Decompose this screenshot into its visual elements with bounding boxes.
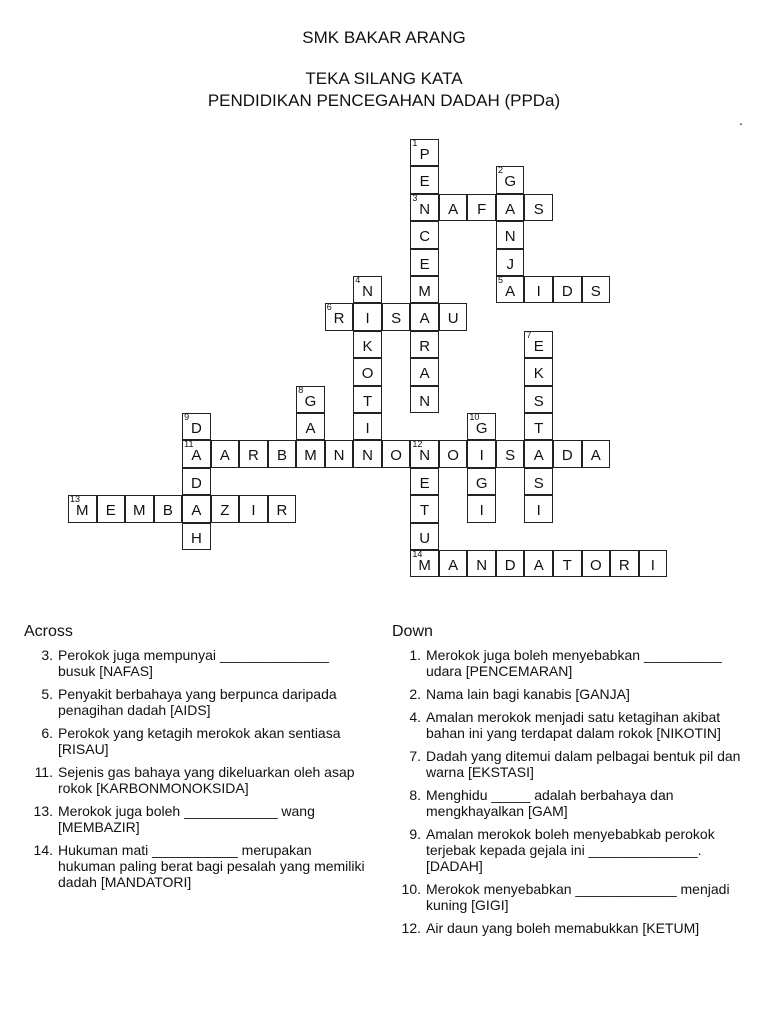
grid-cell[interactable] [239, 495, 268, 522]
grid-cell[interactable] [610, 550, 639, 577]
clue-number: 10. [401, 881, 421, 897]
grid-cell[interactable] [496, 221, 525, 248]
cell-letter: T [534, 420, 544, 437]
clue-text: Amalan merokok menjadi satu ketagihan akibat bahan ini yang terdapat dalam rokok [NIKOTIN] [426, 709, 725, 741]
grid-cell[interactable] [467, 194, 496, 221]
grid-cell[interactable] [496, 440, 525, 467]
puzzle-title: TEKA SILANG KATA [305, 69, 463, 88]
cell-letter: R [276, 502, 288, 520]
cell-letter: S [505, 447, 516, 465]
clue-text: Menghidu _____ adalah berbahaya dan mengkhayalkan [GAM] [426, 787, 678, 819]
grid-cell[interactable] [410, 139, 439, 166]
down-clue [398, 787, 743, 819]
down-clue [398, 748, 743, 780]
cell-letter: Z [220, 502, 230, 520]
across-clue [30, 647, 365, 679]
cell-letter: K [362, 337, 373, 355]
clue-text: Amalan merokok boleh menyebabkab perokok terjebak kepada gejala ini ______________. [DADAH] [426, 826, 719, 874]
grid-cell[interactable] [182, 413, 211, 440]
grid-cell[interactable] [439, 303, 468, 330]
grid-cell[interactable] [353, 358, 382, 385]
grid-cell[interactable] [296, 413, 325, 440]
clue-text: Hukuman mati ___________ merupakan hukuman paling berat bagi pesalah yang memiliki dadah [MANDATORI] [58, 842, 369, 890]
grid-cell[interactable] [410, 358, 439, 385]
cell-letter: R [248, 447, 259, 465]
down-clue [398, 686, 743, 702]
across-heading: Across [24, 623, 73, 640]
grid-cell[interactable] [410, 221, 439, 248]
clue-text: Sejenis gas bahaya yang dikeluarkan oleh asap rokok [KARBONMONOKSIDA] [58, 764, 359, 796]
cell-number: 14 [412, 549, 423, 559]
cell-letter: U [419, 529, 431, 547]
grid-cell[interactable] [382, 303, 411, 330]
clue-number: 7. [409, 748, 421, 764]
grid-cell[interactable] [410, 331, 439, 358]
clue-text: Perokok juga mempunyai ______________ busuk [NAFAS] [58, 647, 333, 679]
grid-cell[interactable] [125, 495, 154, 522]
cell-letter: T [362, 392, 373, 410]
cell-letter: A [505, 283, 516, 300]
grid-cell[interactable] [639, 550, 668, 577]
clue-text: Perokok yang ketagih merokok akan sentiasa [RISAU] [58, 725, 345, 757]
cell-number: 12 [412, 439, 423, 450]
across-clue [30, 842, 369, 890]
cell-letter: N [419, 200, 431, 218]
cell-letter: I [251, 502, 256, 520]
grid-cell[interactable] [182, 440, 211, 467]
cell-letter: M [76, 502, 89, 520]
clue-number: 2. [409, 686, 421, 702]
cell-letter: A [448, 557, 459, 574]
clue-number: 8. [409, 787, 421, 803]
cell-number: 6 [326, 302, 332, 313]
grid-cell[interactable] [553, 550, 582, 577]
clue-number: 12. [401, 920, 421, 936]
grid-cell[interactable] [211, 440, 240, 467]
cell-letter: O [447, 447, 459, 465]
cell-letter: G [475, 474, 488, 492]
grid-cell[interactable] [524, 495, 553, 522]
cell-letter: G [475, 420, 488, 437]
cell-letter: S [533, 474, 544, 492]
cell-letter: D [504, 557, 516, 574]
grid-cell[interactable] [325, 303, 354, 330]
cell-letter: R [333, 310, 345, 328]
grid-cell[interactable] [496, 550, 525, 577]
cell-letter: E [419, 173, 430, 191]
cell-letter: I [536, 283, 541, 300]
grid-cell[interactable] [268, 440, 297, 467]
cell-letter: F [477, 200, 487, 218]
cell-number: 10 [469, 412, 480, 422]
across-clue [30, 764, 365, 796]
grid-cell[interactable] [467, 468, 496, 495]
cell-letter: O [361, 365, 374, 383]
cell-letter: N [419, 392, 431, 410]
grid-cell[interactable] [496, 249, 525, 276]
across-clue [30, 803, 365, 835]
clue-number: 6. [41, 725, 53, 741]
cell-letter: A [419, 365, 430, 383]
cell-letter: E [533, 337, 544, 355]
grid-cell[interactable] [211, 495, 240, 522]
cell-letter: R [419, 337, 431, 355]
cell-letter: D [190, 420, 202, 437]
cell-letter: M [304, 447, 317, 465]
down-clue [398, 826, 743, 874]
cell-letter: R [618, 557, 630, 574]
grid-cell[interactable] [182, 495, 211, 522]
cell-number: 11 [184, 439, 194, 450]
cell-letter: M [418, 557, 431, 574]
cell-letter: G [504, 173, 517, 191]
clue-number: 3. [41, 647, 53, 663]
cell-letter: E [419, 474, 430, 492]
grid-cell[interactable] [353, 303, 382, 330]
grid-cell[interactable] [496, 276, 525, 303]
down-heading: Down [392, 623, 433, 640]
grid-cell[interactable] [553, 440, 582, 467]
cell-letter: O [390, 447, 402, 465]
cell-letter: A [533, 447, 544, 465]
cell-number: 7 [526, 329, 532, 340]
grid-cell[interactable] [467, 550, 496, 577]
grid-cell[interactable] [439, 550, 468, 577]
cell-letter: S [391, 310, 402, 328]
grid-cell[interactable] [154, 495, 183, 522]
cell-letter: K [533, 365, 544, 383]
clue-number: 5. [41, 686, 53, 702]
cell-number: 8 [298, 384, 304, 395]
cell-letter: I [536, 502, 541, 520]
clue-number: 13. [33, 803, 53, 819]
cell-number: 3 [412, 192, 418, 203]
cell-number: 5 [497, 275, 503, 285]
cell-letter: A [191, 447, 202, 465]
grid-cell[interactable] [410, 495, 439, 522]
cell-letter: N [419, 447, 431, 465]
down-clue [398, 709, 743, 741]
grid-cell[interactable] [524, 468, 553, 495]
grid-cell[interactable] [524, 276, 553, 303]
cell-letter: I [365, 420, 370, 437]
down-clue [398, 881, 743, 913]
clue-number: 1. [409, 647, 421, 663]
cell-letter: I [650, 557, 655, 574]
cell-letter: T [420, 502, 430, 520]
cell-letter: A [419, 310, 430, 328]
cell-letter: D [561, 283, 573, 300]
cell-number: 4 [355, 275, 361, 285]
school-name: SMK BAKAR ARANG [302, 28, 466, 47]
grid-cell[interactable] [239, 440, 268, 467]
cell-letter: M [133, 502, 146, 520]
cell-letter: H [190, 529, 202, 547]
grid-cell[interactable] [524, 386, 553, 413]
clue-number: 9. [409, 826, 421, 842]
clue-text: Merokok juga boleh ____________ wang [MEMBAZIR] [58, 803, 319, 835]
puzzle-subtitle: PENDIDIKAN PENCEGAHAN DADAH (PPDa) [207, 91, 561, 110]
grid-cell[interactable] [410, 166, 439, 193]
grid-cell[interactable] [410, 249, 439, 276]
cell-letter: M [418, 283, 431, 300]
grid-cell[interactable] [353, 413, 382, 440]
cell-letter: I [479, 447, 484, 465]
grid-cell[interactable] [410, 303, 439, 330]
cell-letter: B [162, 502, 173, 520]
across-clue [30, 725, 365, 757]
grid-cell[interactable] [496, 194, 525, 221]
cell-letter: A [533, 557, 544, 574]
grid-cell[interactable] [182, 523, 211, 550]
grid-cell[interactable] [524, 194, 553, 221]
stray-mark: . [739, 112, 743, 128]
grid-cell[interactable] [353, 276, 382, 303]
grid-cell[interactable] [496, 166, 525, 193]
clue-text: Merokok menyebabkan _____________ menjadi kuning [GIGI] [426, 881, 734, 913]
cell-letter: P [419, 146, 430, 163]
grid-cell[interactable] [582, 276, 611, 303]
cell-letter: A [219, 447, 230, 465]
grid-cell[interactable] [296, 440, 325, 467]
cell-letter: N [504, 228, 516, 246]
cell-letter: U [447, 310, 459, 328]
grid-cell[interactable] [524, 550, 553, 577]
grid-cell[interactable] [182, 468, 211, 495]
cell-letter: I [479, 502, 484, 520]
cell-letter: A [448, 200, 459, 218]
cell-letter: T [562, 557, 572, 574]
cell-number: 2 [497, 165, 503, 176]
grid-cell[interactable] [553, 276, 582, 303]
grid-cell[interactable] [439, 194, 468, 221]
cell-letter: A [305, 420, 316, 437]
cell-letter: O [589, 557, 602, 574]
clue-text: Penyakit berbahaya yang berpunca daripada penagihan dadah [AIDS] [58, 686, 341, 718]
clue-text: Air daun yang boleh memabukkan [KETUM] [426, 920, 700, 936]
grid-cell[interactable] [268, 495, 297, 522]
cell-letter: N [476, 557, 488, 574]
cell-letter: D [190, 474, 202, 492]
clue-text: Dadah yang ditemui dalam pelbagai bentuk pil dan warna [EKSTASI] [426, 748, 745, 780]
grid-cell[interactable] [410, 194, 439, 221]
cell-letter: D [561, 447, 573, 465]
grid-cell[interactable] [439, 440, 468, 467]
grid-cell[interactable] [382, 440, 411, 467]
cell-letter: E [419, 255, 430, 273]
grid-cell[interactable] [582, 440, 611, 467]
cell-letter: S [533, 392, 544, 410]
grid-cell[interactable] [68, 495, 97, 522]
clue-number: 4. [409, 709, 421, 725]
cell-letter: G [304, 392, 317, 410]
grid-cell[interactable] [97, 495, 126, 522]
down-clue [398, 647, 743, 679]
grid-cell[interactable] [410, 468, 439, 495]
cell-letter: A [590, 447, 601, 465]
cell-letter: C [419, 228, 431, 246]
grid-cell[interactable] [353, 440, 382, 467]
grid-cell[interactable] [353, 331, 382, 358]
grid-cell[interactable] [582, 550, 611, 577]
clue-number: 14. [33, 842, 53, 858]
down-clue-list [398, 647, 743, 943]
cell-number: 13 [70, 494, 81, 505]
grid-cell[interactable] [353, 386, 382, 413]
grid-cell[interactable] [410, 386, 439, 413]
clue-number: 11. [34, 764, 53, 780]
grid-cell[interactable] [410, 276, 439, 303]
grid-cell[interactable] [524, 413, 553, 440]
grid-cell[interactable] [296, 386, 325, 413]
grid-cell[interactable] [524, 358, 553, 385]
cell-number: 1 [412, 138, 418, 148]
grid-cell[interactable] [524, 440, 553, 467]
cell-letter: S [533, 200, 544, 218]
down-clue [398, 920, 743, 936]
cell-letter: A [505, 200, 516, 218]
grid-cell[interactable] [467, 440, 496, 467]
cell-letter: I [365, 310, 370, 328]
cell-letter: E [105, 502, 116, 520]
cell-letter: N [362, 283, 373, 300]
grid-cell[interactable] [467, 413, 496, 440]
cell-number: 9 [184, 412, 190, 422]
across-clue [30, 686, 365, 718]
cell-letter: J [506, 255, 514, 273]
grid-cell[interactable] [325, 440, 354, 467]
cell-letter: S [590, 283, 601, 300]
cell-letter: B [276, 447, 287, 465]
grid-cell[interactable] [524, 331, 553, 358]
grid-cell[interactable] [410, 550, 439, 577]
cell-letter: N [362, 447, 373, 465]
cell-letter: N [333, 447, 345, 465]
grid-cell[interactable] [410, 523, 439, 550]
clue-text: Nama lain bagi kanabis [GANJA] [426, 686, 630, 702]
cell-letter: A [191, 502, 202, 520]
grid-cell[interactable] [467, 495, 496, 522]
grid-cell[interactable] [410, 440, 439, 467]
clue-text: Merokok juga boleh menyebabkan __________ udara [PENCEMARAN] [426, 647, 726, 679]
across-clue-list [30, 647, 369, 897]
